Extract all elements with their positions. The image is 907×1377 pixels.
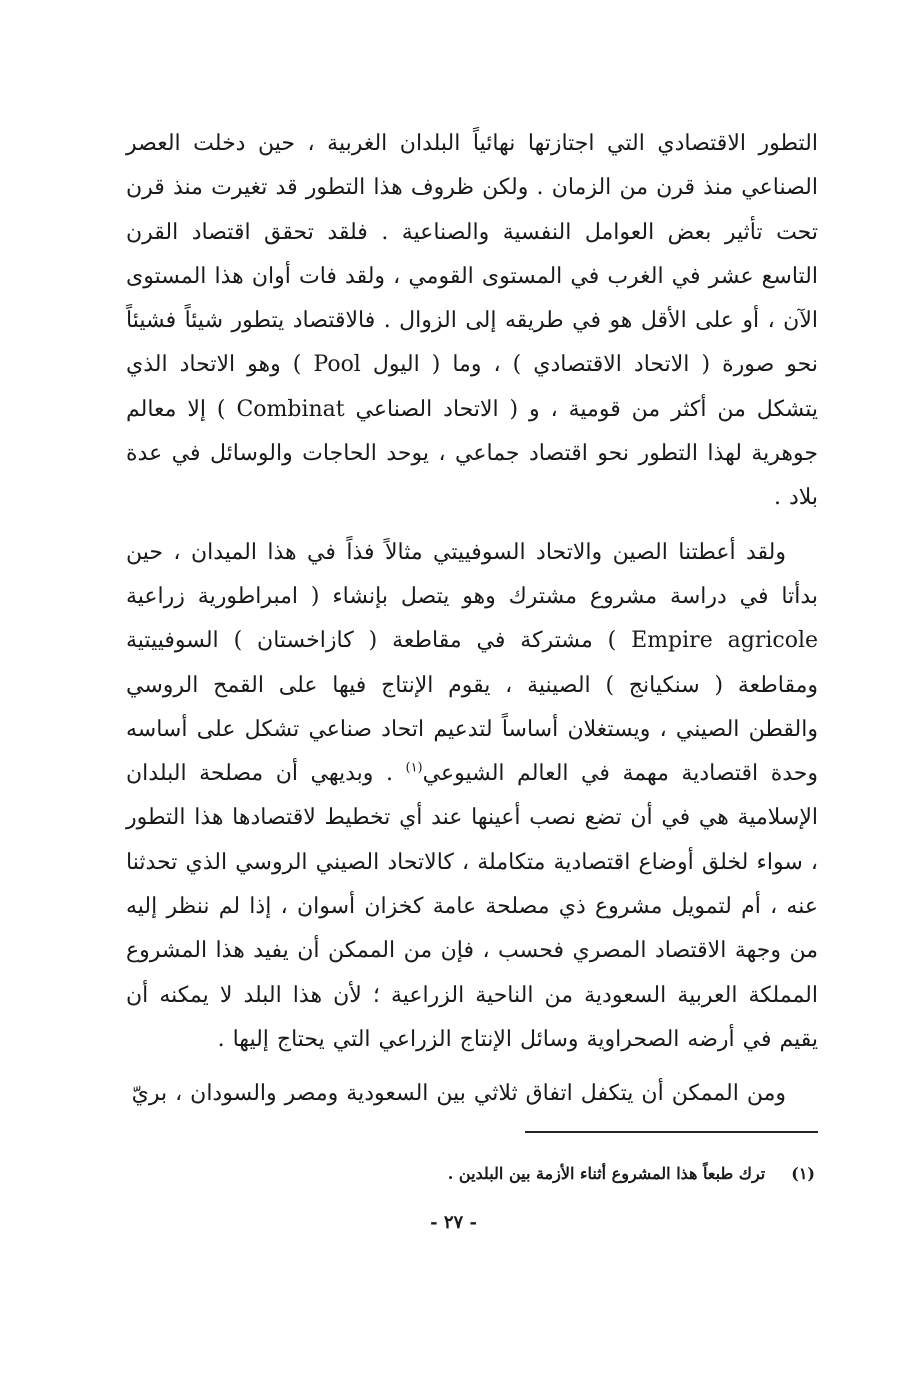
body-text xyxy=(126,122,818,1117)
paragraph-3: ومن الممكن أن يتكفل اتفاق ثلاثي بين السعودية ومصر والسودان ، بريّ xyxy=(131,1081,786,1107)
footnote-divider xyxy=(525,1131,818,1133)
paragraph-2-text-start: ولقد أعطتنا الصين والاتحاد السوفييتي مثالاً فذاً في هذا الميدان ، حين بدأتا في دراسة مشروع مشترك وهو يتصل بإنشاء ( امبراطورية زراعية Empire agricole ) مشتركة في مقاطعة ( كازاخستان ) السوفييتية ومقاطعة ( سنكيانج ) الصينية ، يقوم الإنتاج فيها على القمح الروسي والقطن الصيني ، ويستغلان أساساً لتدعيم اتحاد صناعي تشكل على أساسه وحدة اقتصادية مهمة في العالم الشيوعي xyxy=(126,539,818,787)
page-number: - ٢٧ - xyxy=(430,1212,477,1233)
footnote xyxy=(448,1162,815,1186)
paragraph-2-text-end: . وبديهي أن مصلحة البلدان الإسلامية هي في أن تضع نصب أعينها عند أي تخطيط لاقتصادها هذا التطور ، سواء لخلق أوضاع اقتصادية متكاملة ، كالاتحاد الصيني الروسي الذي تحدثنا عنه ، أم لتمويل مشروع ذي مصلحة عامة كخزان أسوان ، إذا لم ننظر إليه من وجهة الاقتصاد المصري فحسب ، فإن من الممكن أن يفيد هذا المشروع المملكة العربية السعودية من الناحية الزراعية ؛ لأن هذا البلد لا يمكنه أن يقيم في أرضه الصحراوية وسائل الإنتاج الزراعي التي يحتاج إليها . xyxy=(126,761,818,1052)
footnote-number: (١) xyxy=(791,1164,815,1183)
paragraph-1: التطور الاقتصادي التي اجتازتها نهائياً البلدان الغربية ، حين دخلت العصر الصناعي منذ قرن من الزمان . ولكن ظروف هذا التطور قد تغيرت منذ قرن تحت تأثير بعض العوامل النفسية والصناعية . فلقد تحقق اقتصاد القرن التاسع عشر في الغرب في المستوى القومي ، ولقد فات أوان هذا المستوى الآن ، أو على الأقل هو في طريقه إلى الزوال . فالاقتصاد يتطور شيئاً فشيئاً نحو صورة ( الاتحاد الاقتصادي ) ، وما ( اليول Pool ) وهو الاتحاد الذي يتشكل من أكثر من قومية ، و ( الاتحاد الصناعي Combinat ) إلا معالم جوهرية لهذا التطور نحو اقتصاد جماعي ، يوحد الحاجات والوسائل في عدة بلاد . xyxy=(126,131,818,511)
footnote-reference: (١) xyxy=(405,760,423,776)
paragraph-2 xyxy=(126,531,818,1063)
footnote-text: ترك طبعاً هذا المشروع أثناء الأزمة بين البلدين . xyxy=(447,1164,766,1183)
